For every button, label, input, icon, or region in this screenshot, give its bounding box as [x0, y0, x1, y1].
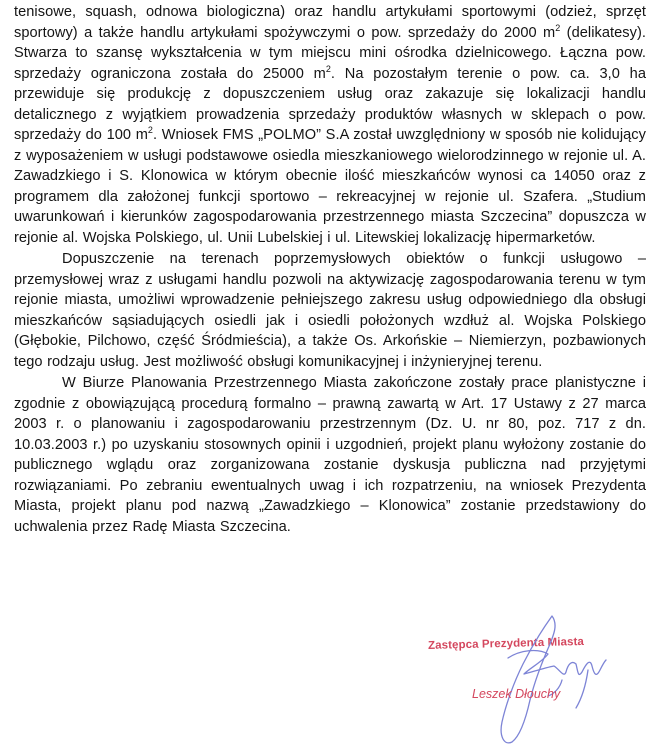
text-run: Dopuszczenie na terenach poprzemysłowych obiektów o funkcji usługowo – przemysłowej wraz z usługami handlu pozwoli na aktywizację zagospodarowania terenu w tym rejonie miasta, umożliwi wprowadzenie pełniejszego zakresu usług odpowiedniego dla obsługi mieszkańców sąsiadujących osiedli jak i osiedli położonych wzdłuż al. Wojska Polskiego (Głębokie, Pilchowo, część Śródmieścia), a także Os. Arkońskie – Niemierzyn, pozbawionych tego rodzaju usług. Jest możliwość obsługi komunikacyjnej i inżynieryjnej terenu.: [14, 251, 646, 370]
superscript-exponent: 2: [325, 63, 331, 74]
stamp-title: Zastępca Prezydenta Miasta: [427, 635, 585, 652]
superscript-exponent: 2: [147, 125, 153, 136]
stamp-name: Leszek Dłouchy: [472, 687, 561, 701]
text-run: tenisowe, squash, odnowa biologiczna) oraz handlu artykułami sportowymi (odzież, sprzęt sportowy) a także handlu artykułami spożywczymi o pow. sprzedaży do 2000 m: [14, 4, 646, 41]
text-run: W Biurze Planowania Przestrzennego Miasta zakończone zostały prace planistyczne i zgodnie z obowiązującą procedurą formalno – prawną zawartą w Art. 17 Ustawy z 27 marca 2003 r. o planowaniu i zagospodarowaniu przestrzennym (Dz. U. nr 80, poz. 717 z dn. 10.03.2003 r.) po uzyskaniu stosownych opinii i uzgodnień, projekt planu wyłożony zostanie do publicznego wglądu oraz zorganizowana zostanie dyskusja publiczna nad przyjętymi rozwiązaniami. Po zebraniu ewentualnych uwag i ich rozpatrzeniu, na wniosek Prezydenta Miasta, projekt planu pod nazwą „Zawadzkiego – Klonowica” zostanie przedstawiony do uchwalenia przez Radę Miasta Szczecina.: [14, 375, 646, 535]
text-run: (delikatesy). Stwarza to szansę wykształcenia w tym miejscu mini ośrodka dzielnicowego. Łączna pow. sprzedaży ograniczona została do 25000 m: [14, 24, 647, 82]
superscript-exponent: 2: [555, 22, 561, 33]
paragraph-3: [14, 373, 646, 537]
signature-block: [420, 600, 656, 756]
text-run: . Na pozostałym terenie o pow. ca. 3,0 ha przewiduje się produkcję z dopuszczeniem usług oraz zakazuje się lokalizacji handlu detalicznego z wyjątkiem prowadzenia sprzedaży produktów własnych w sklepach o pow. sprzedaży do 100 m: [14, 65, 646, 143]
signature-strokes: [501, 616, 606, 743]
document-body: [14, 2, 646, 537]
paragraph-1: [14, 2, 646, 248]
handwritten-signature: [420, 600, 656, 756]
text-run: . Wniosek FMS „POLMO” S.A został uwzględniony w sposób nie kolidujący z wyposażeniem w usługi podstawowe osiedla mieszkaniowego wielorodzinnego w rejonie ul. A. Zawadzkiego i S. Klonowica w którym obecnie ilość mieszkańców wynosi ca 14050 oraz z programem dla założonej funkcji sportowo – rekreacyjnej w rejonie ul. Szafera. „Studium uwarunkowań i kierunków zagospodarowania przestrzennego miasta Szczecina” dopuszcza w rejonie al. Wojska Polskiego, ul. Unii Lubelskiej i ul. Litewskiej lokalizację hipermarketów.: [14, 127, 646, 246]
paragraph-2: [14, 249, 646, 372]
